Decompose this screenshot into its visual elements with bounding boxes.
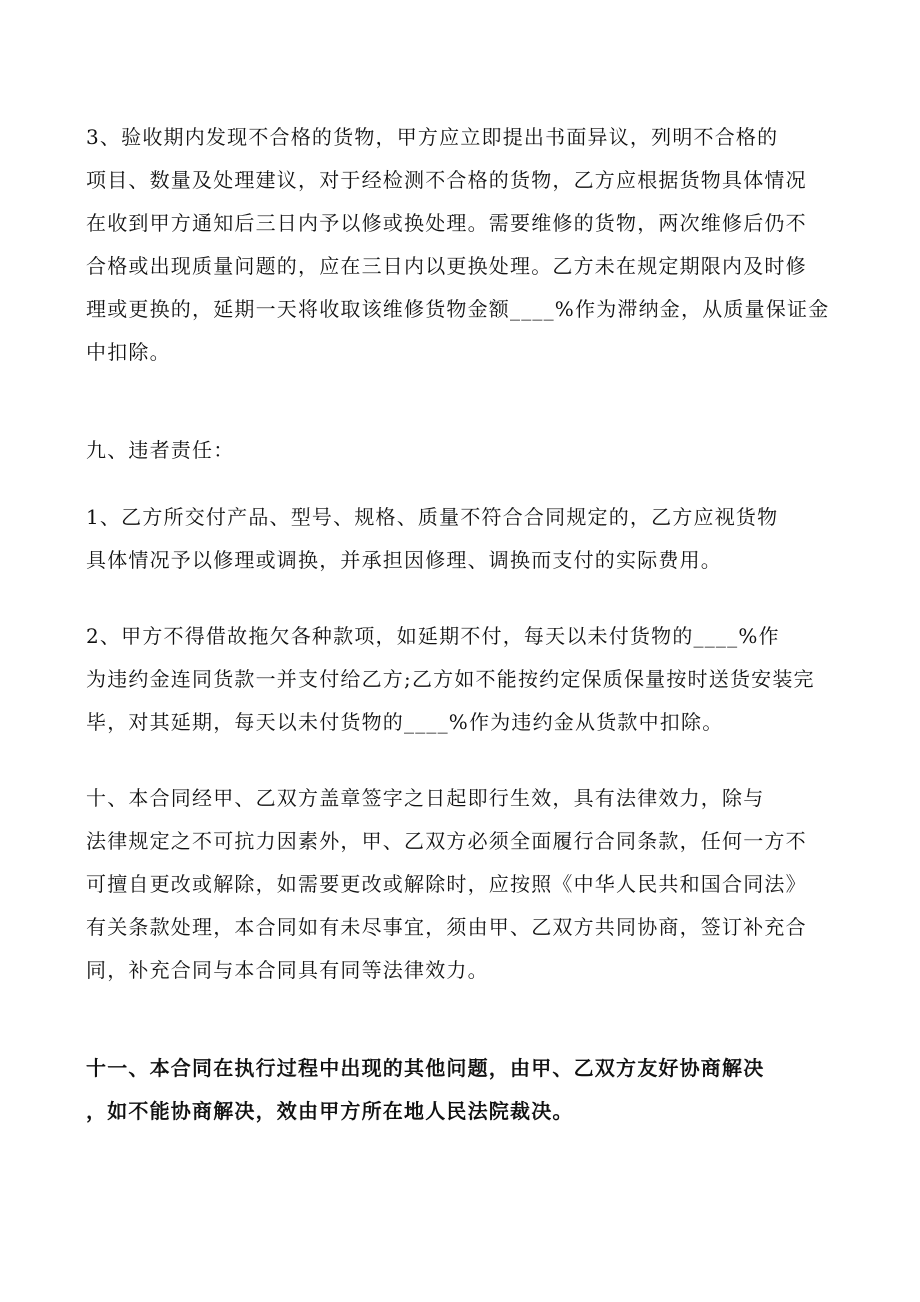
text-line: 1、乙方所交付产品、型号、规格、质量不符合合同规定的，乙方应视货物 [86, 505, 779, 529]
text-line: 十一、本合同在执行过程中出现的其他问题，由甲、乙双方友好协商解决 [86, 1056, 765, 1080]
paragraph-clause-11-disputes [86, 1047, 836, 1133]
text-line: 在收到甲方通知后三日内予以修或换处理。需要维修的货物，两次维修后仍不 [86, 211, 807, 235]
paragraph-clause-3-acceptance [86, 116, 836, 374]
text-line: 3、验收期内发现不合格的货物，甲方应立即提出书面异议，列明不合格的 [86, 125, 779, 149]
paragraph-clause-10-effectiveness [86, 777, 836, 992]
text-line: 中扣除。 [86, 340, 171, 364]
text-line: 可擅自更改或解除，如需要更改或解除时，应按照《中华人民共和国合同法》 [86, 872, 807, 896]
paragraph-liability-1 [86, 496, 836, 582]
text-line: 2、甲方不得借故拖欠各种款项，如延期不付，每天以未付货物的____%作 [86, 624, 780, 648]
paragraph-liability-2 [86, 615, 836, 744]
text-line: 同，补充合同与本合同具有同等法律效力。 [86, 958, 489, 982]
text-line: 法律规定之不可抗力因素外，甲、乙双方必须全面履行合同条款，任何一方不 [86, 829, 807, 853]
section-title: 九、违者责任： [86, 438, 235, 462]
text-line: 具体情况予以修理或调换，并承担因修理、调换而支付的实际费用。 [86, 548, 722, 572]
text-line: 毕，对其延期，每天以未付货物的____%作为违约金从货款中扣除。 [86, 710, 724, 734]
text-line: 为违约金连同货款一并支付给乙方;乙方如不能按约定保质保量按时送货安装完 [86, 667, 815, 691]
text-line: 项目、数量及处理建议，对于经检测不合格的货物，乙方应根据货物具体情况 [86, 168, 807, 192]
text-line: 十、本合同经甲、乙双方盖章签字之日起即行生效，具有法律效力，除与 [86, 786, 765, 810]
text-line: ，如不能协商解决，效由甲方所在地人民法院裁决。 [86, 1099, 574, 1123]
text-line: 理或更换的，延期一天将收取该维修货物金额____%作为滞纳金，从质量保证金 [86, 297, 830, 321]
text-line: 有关条款处理，本合同如有未尽事宜，须由甲、乙双方共同协商，签订补充合 [86, 915, 807, 939]
text-line: 合格或出现质量问题的，应在三日内以更换处理。乙方未在规定期限内及时修 [86, 254, 807, 278]
section-heading-liability [86, 429, 836, 472]
